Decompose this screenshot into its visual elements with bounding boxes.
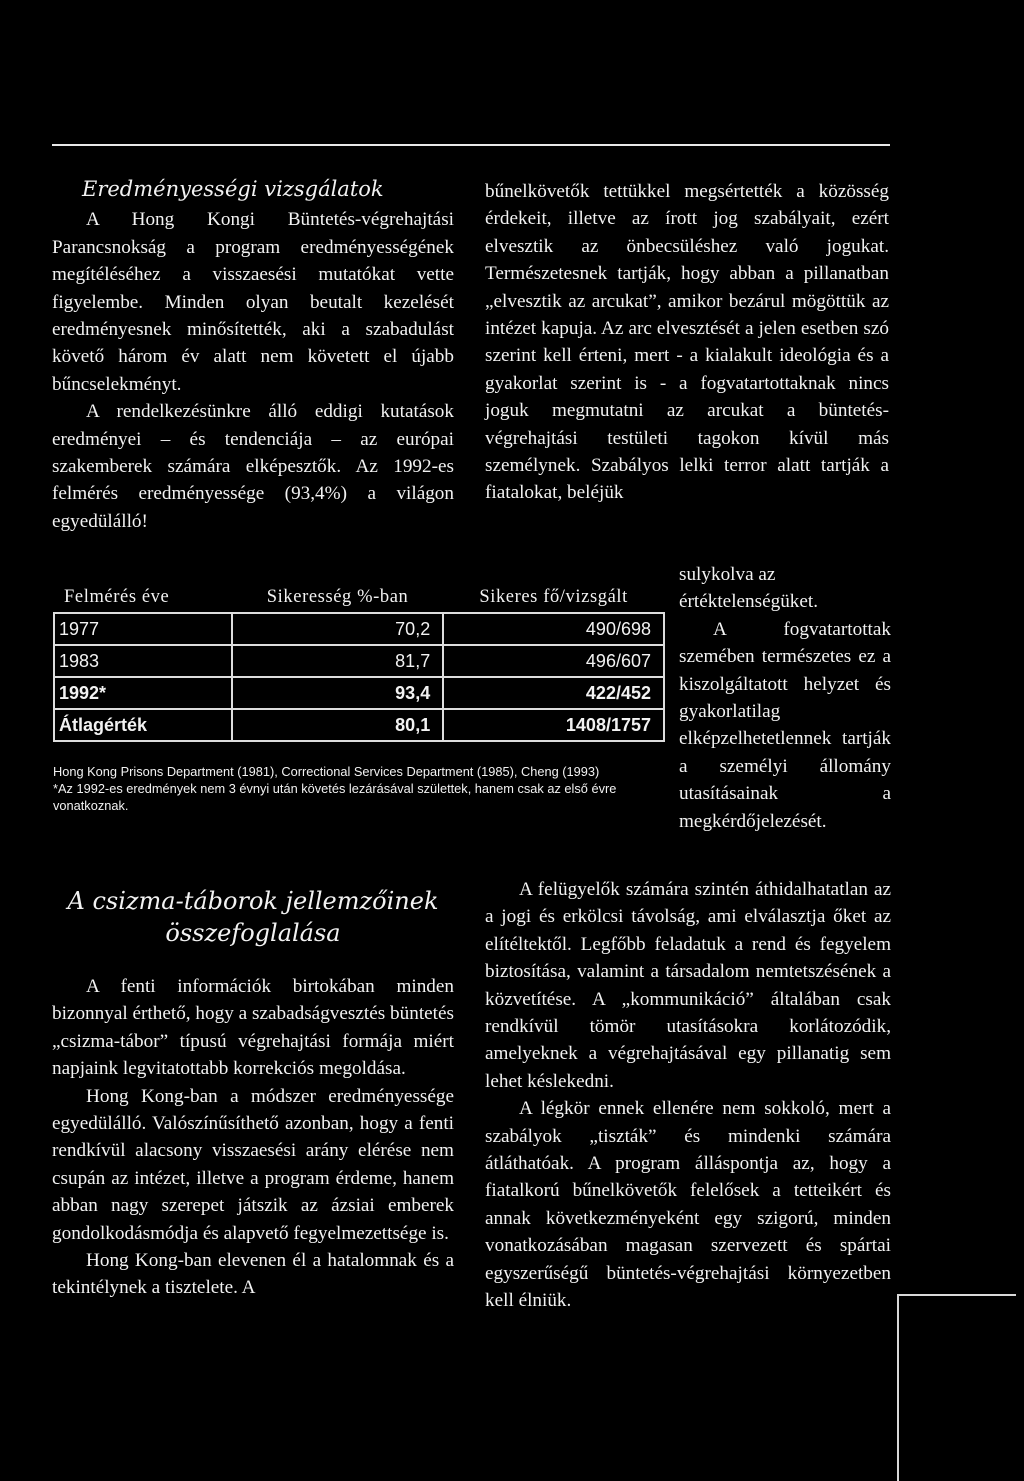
- table-cell: 93,4: [232, 677, 443, 709]
- section-effectiveness: [52, 176, 454, 535]
- heading-line: A csizma-táborok jellemzőinek: [67, 887, 439, 915]
- table-cell: 496/607: [443, 645, 664, 677]
- column-header: Sikeres fő/vizsgált: [443, 582, 664, 613]
- table-row: [54, 613, 664, 645]
- paragraph: Hong Kong-ban a módszer eredményessége egyedülálló. Valószínűsíthető azonban, hogy a fenti rendkívül alacsony visszaesési arány elérése nem csupán az intézet, illetve a program érdeme, hanem abban nagy szerepet játszik az ázsiai emberek gondolkodásmódja és alapvető fegyelmezettsége is.: [52, 1085, 454, 1244]
- table-cell: 422/452: [443, 677, 664, 709]
- column-header: Sikeresség %-ban: [232, 582, 443, 613]
- paragraph: A rendelkezésünkre álló eddigi kutatások eredményei – és tendenciája – az európai szakemberek számára elképesztők. Az 1992-es felmérés eredményessége (93,4%) a világon egyedülálló!: [52, 401, 454, 532]
- table-source: Hong Kong Prisons Department (1981), Correctional Services Department (1985), Cheng (1993): [53, 764, 600, 779]
- paragraph: A felügyelők számára szintén áthidalhatatlan az a jogi és erkölcsi távolság, ami elválasztja őket az elítéltektől. Legfőbb feladatuk a rend és fegyelem biztosítása, valamint a társadalom nemtetszésének a közvetítése. A „kommunikáció” általában csak rendkívül tömör utasításokra korlátozódik, amelyeknek a végrehajtásával egy pillanatig sem lehet késlekedni.: [485, 879, 891, 1092]
- table-note: [53, 763, 663, 814]
- table-row: [54, 677, 664, 709]
- table-cell: 80,1: [232, 709, 443, 741]
- table-cell: 1983: [54, 645, 232, 677]
- table-cell: 1408/1757: [443, 709, 664, 741]
- top-rule: [52, 144, 890, 146]
- section-summary: [52, 885, 454, 1302]
- paragraph: A légkör ennek ellenére nem sokkoló, mert a szabályok „tiszták” és mindenki számára átláthatóak. A program álláspontja az, hogy a fiatalkorú bűnelkövetők felelősek a tetteikért és annak következményeként egy szigorú, minden vonatkozásában magasan szervezett és spártai egyszerűségű büntetés-végrehajtási környezetben kell élniük.: [485, 1098, 891, 1312]
- table-footnote: *Az 1992-es eredmények nem 3 évnyi után követés lezárásával születtek, hanem csak az első évre vonatkoznak.: [53, 781, 617, 813]
- paragraph: Hong Kong-ban elevenen él a hatalomnak és a tekintélynek a tisztelete. A: [52, 1250, 454, 1299]
- table-cell: 70,2: [232, 613, 443, 645]
- table-cell: Átlagérték: [54, 709, 232, 741]
- table-cell: 1992*: [54, 677, 232, 709]
- right-column-top: [485, 178, 889, 507]
- column-header: Felmérés éve: [54, 582, 232, 613]
- table-row: [54, 645, 664, 677]
- paragraph: A fenti információk birtokában minden bizonnyal érthető, hogy a szabadságvesztés büntetés „csizma-tábor” típusú végrehajtási formája miért napjaink legvitatottabb korrekciós megoldása.: [52, 976, 454, 1080]
- table-cell: 1977: [54, 613, 232, 645]
- table-cell: 490/698: [443, 613, 664, 645]
- table-header-row: [54, 582, 664, 613]
- table-cell: 81,7: [232, 645, 443, 677]
- section-heading: [52, 885, 454, 949]
- right-column-narrow: [679, 561, 891, 835]
- table-row: [54, 709, 664, 741]
- section-heading: Eredményességi vizsgálatok: [82, 177, 384, 201]
- paragraph: A fogvatartottak szemében természetes ez a kiszolgáltatott helyzet és gyakorlatilag elképzelhetetlennek tartják a személyi állomány utasításainak a megkérdőjelezését.: [679, 618, 891, 832]
- results-table: [53, 582, 665, 742]
- heading-line: összefoglalása: [165, 919, 341, 947]
- right-column-bottom: [485, 876, 891, 1315]
- paragraph: bűnelkövetők tettükkel megsértették a közösség érdekeit, illetve az írott jog szabályait, ezért elvesztik az önbecsüléshez való jogukat. Természetesnek tartják, hogy abban a pillanatban „elvesztik az arcukat”, amikor bezárul mögöttük az intézet kapuja. Az arc elvesztését a jelen esetben szó szerint kell érteni, mert - a kialakult ideológia és a gyakorlat szerint is - a fogvatartottaknak nincs joguk megmutatni az arcukat a büntetés-végrehajtási testületi tagokon kívül más személynek. Szabályos lelki terror alatt tartják a fiatalokat, beléjük: [485, 181, 889, 504]
- paragraph: A Hong Kongi Büntetés-végrehajtási Parancsnokság a program eredményességének megítéléséhez a visszaesési mutatókat vette figyelembe. Minden olyan beutalt kezelését eredményesnek minősítették, aki a szabadulást követő három év alatt nem követett el újabb bűncselekményt.: [52, 209, 454, 395]
- margin-frame: [897, 1294, 1016, 1481]
- paragraph: sulykolva az értéktelenségüket.: [679, 564, 819, 613]
